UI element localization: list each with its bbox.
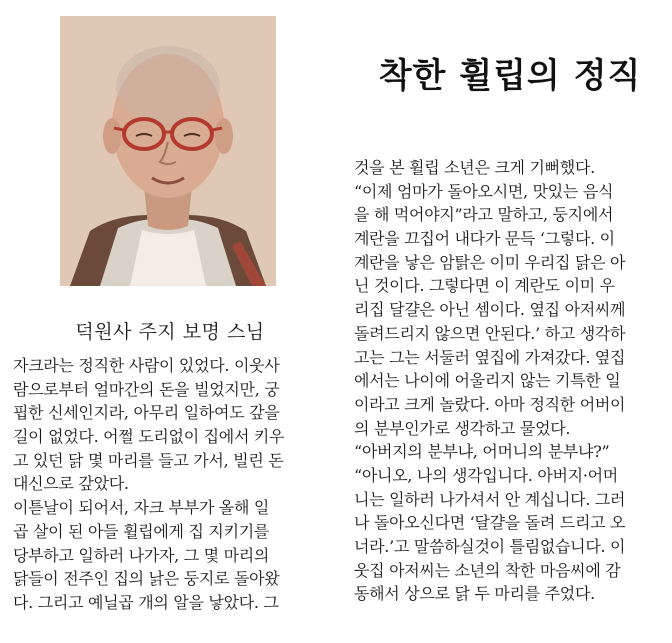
text-line: 이튿날이 되어서, 자크 부부가 올해 일	[13, 498, 270, 518]
text-line: 리집 달걀은 아닌 셈이다. 옆집 아저씨께	[354, 300, 626, 320]
text-line: 계란을 낳은 암탉은 이미 우리집 닭은 아	[354, 252, 626, 272]
article-body-left-column	[13, 354, 333, 615]
portrait-illustration	[60, 16, 276, 286]
article-body-right-column	[354, 156, 664, 606]
text-line: 대신으로 갚았다.	[13, 474, 129, 494]
text-line: “이제 엄마가 돌아오시면, 맛있는 음식	[354, 181, 614, 201]
text-line: 동해서 상으로 닭 두 마리를 주었다.	[354, 584, 595, 604]
text-line: 고는 그는 서둘러 옆집에 가져갔다. 옆집	[354, 347, 626, 367]
text-line: 에서는 나이에 어울리지 않는 기특한 일	[354, 371, 621, 391]
text-line: 니는 일하러 나가셔서 안 계십니다. 그러	[354, 489, 626, 509]
text-line: 당부하고 일하러 나가자, 그 몇 마리의	[13, 545, 270, 565]
text-line: 핍한 신세인지라, 아무리 일하여도 갚을	[13, 403, 280, 423]
text-line: 람으로부터 얼마간의 돈을 빌었지만, 궁	[13, 379, 280, 399]
text-line: 돌려드리지 않으면 안된다.’ 하고 생각하	[354, 323, 626, 343]
text-line: 고 있던 닭 몇 마리를 들고 가서, 빌린 돈	[13, 450, 284, 470]
text-line: 웃집 아저씨는 소년의 착한 마음씨에 감	[354, 560, 621, 580]
text-line: 자크라는 정직한 사람이 있었다. 이웃사	[13, 356, 280, 375]
text-line: 이라고 크게 놀랐다. 아마 정직한 어버이	[354, 394, 626, 414]
text-line: “아니오, 나의 생각입니다. 아버지·어머	[354, 465, 618, 485]
text-line: 나 돌아오신다면 ‘달걀을 돌려 드리고 오	[354, 513, 626, 533]
text-line: 닭들이 전주인 집의 낡은 둥지로 돌아왔	[13, 569, 280, 589]
text-line: 다. 그리고 예닐곱 개의 알을 낳았다. 그	[13, 592, 279, 612]
text-line: 것을 본 휠립 소년은 크게 기뻐했다.	[354, 158, 595, 177]
text-line: 너라.’고 말씀하실것이 틀림없습니다. 이	[354, 537, 626, 556]
author-portrait-photo	[60, 16, 276, 286]
text-line: 의 분부인가로 생각하고 물었다.	[354, 418, 571, 438]
text-line: 을 해 먹어야지”라고 말하고, 둥지에서	[354, 205, 614, 225]
text-line: 길이 없었다. 어쩔 도리없이 집에서 키우	[13, 427, 285, 447]
text-line: 곱 살이 된 아들 휠립에게 집 지키기를	[13, 521, 270, 541]
text-line: “아버지의 분부냐, 어머니의 분부냐?”	[354, 442, 610, 462]
text-line: 닌 것이다. 그렇다면 이 계란도 이미 우	[354, 276, 615, 296]
article-headline: 착한 휠립의 정직	[378, 56, 642, 96]
photo-caption: 덕원사 주지 보명 스님	[75, 321, 265, 343]
text-line: 계란을 끄집어 내다가 문득 ‘그렇다. 이	[354, 229, 615, 249]
